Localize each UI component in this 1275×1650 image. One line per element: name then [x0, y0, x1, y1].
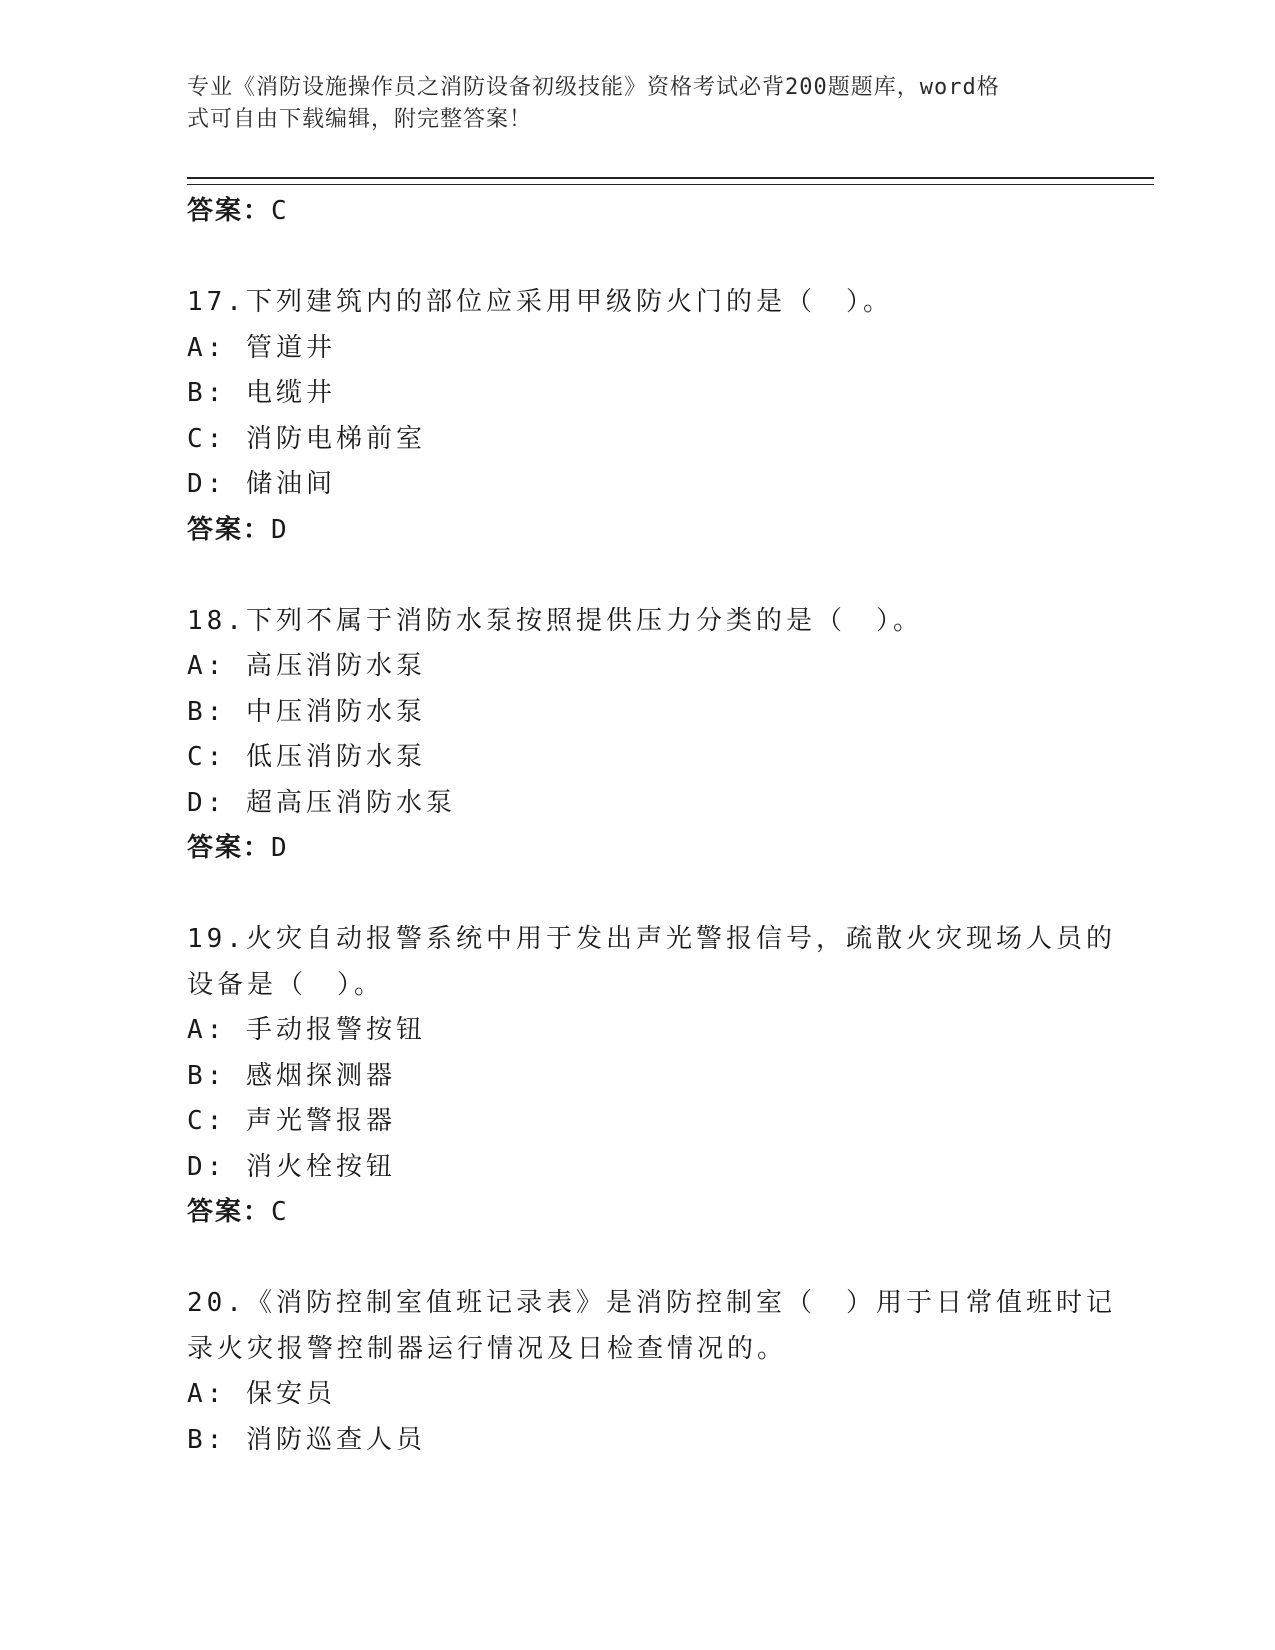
option-d: D: 储油间 [187, 469, 336, 499]
answer-value: C [271, 1197, 289, 1227]
question-stem: 17.下列建筑内的部位应采用甲级防火门的是（ ）。 [187, 287, 893, 317]
spacer [187, 235, 1087, 281]
header-line-1: 专业《消防设施操作员之消防设备初级技能》资格考试必背200题题库，word格 [187, 75, 1000, 100]
question-content [187, 189, 1116, 1463]
header-line-2: 式可自由下载编辑，附完整答案！ [187, 107, 533, 132]
question-20 [187, 1281, 1116, 1463]
answer-value: C [271, 196, 289, 226]
option-c: C: 声光警报器 [187, 1106, 396, 1136]
option-b: B: 感烟探测器 [187, 1060, 396, 1091]
answer-label: 答案： [187, 833, 272, 863]
option-a: A: 手动报警按钮 [187, 1015, 426, 1045]
document-header [187, 72, 1057, 136]
option-b: B: 中压消防水泵 [187, 696, 426, 727]
spacer [187, 1236, 1087, 1282]
header-divider-thick [187, 177, 1154, 179]
option-c: C: 消防电梯前室 [187, 423, 426, 454]
answer-line [187, 508, 1087, 554]
question-stem-continued: 设备是（ ）。 [187, 969, 385, 1000]
question-19 [187, 917, 1116, 1236]
option-b: B: 电缆井 [187, 378, 336, 408]
spacer [187, 872, 1087, 918]
question-18 [187, 599, 1087, 872]
option-c: C: 低压消防水泵 [187, 742, 426, 772]
option-b: B: 消防巡查人员 [187, 1424, 426, 1455]
answer-label: 答案： [187, 1197, 272, 1227]
answer-value: D [271, 514, 289, 545]
answer-value: D [271, 833, 289, 863]
option-d: D: 消火栓按钮 [187, 1151, 396, 1182]
option-d: D: 超高压消防水泵 [187, 787, 456, 818]
option-a: A: 高压消防水泵 [187, 651, 426, 681]
spacer [187, 553, 1087, 599]
question-stem: 18.下列不属于消防水泵按照提供压力分类的是（ ）。 [187, 605, 923, 636]
answer-line [187, 826, 1087, 872]
option-a: A: 管道井 [187, 332, 336, 363]
question-17 [187, 280, 1087, 553]
question-stem: 19.火灾自动报警系统中用于发出声光警报信号，疏散火灾现场人员的 [187, 924, 1116, 954]
header-divider-thin [187, 184, 1154, 185]
answer-label: 答案： [187, 196, 272, 226]
option-a: A: 保安员 [187, 1379, 336, 1409]
question-stem: 20.《消防控制室值班记录表》是消防控制室（ ）用于日常值班时记 [187, 1288, 1116, 1318]
answer-label: 答案： [187, 514, 272, 545]
question-stem-continued: 录火灾报警控制器运行情况及日检查情况的。 [187, 1333, 788, 1364]
answer-line [187, 1190, 1087, 1236]
answer-line [187, 189, 1087, 235]
